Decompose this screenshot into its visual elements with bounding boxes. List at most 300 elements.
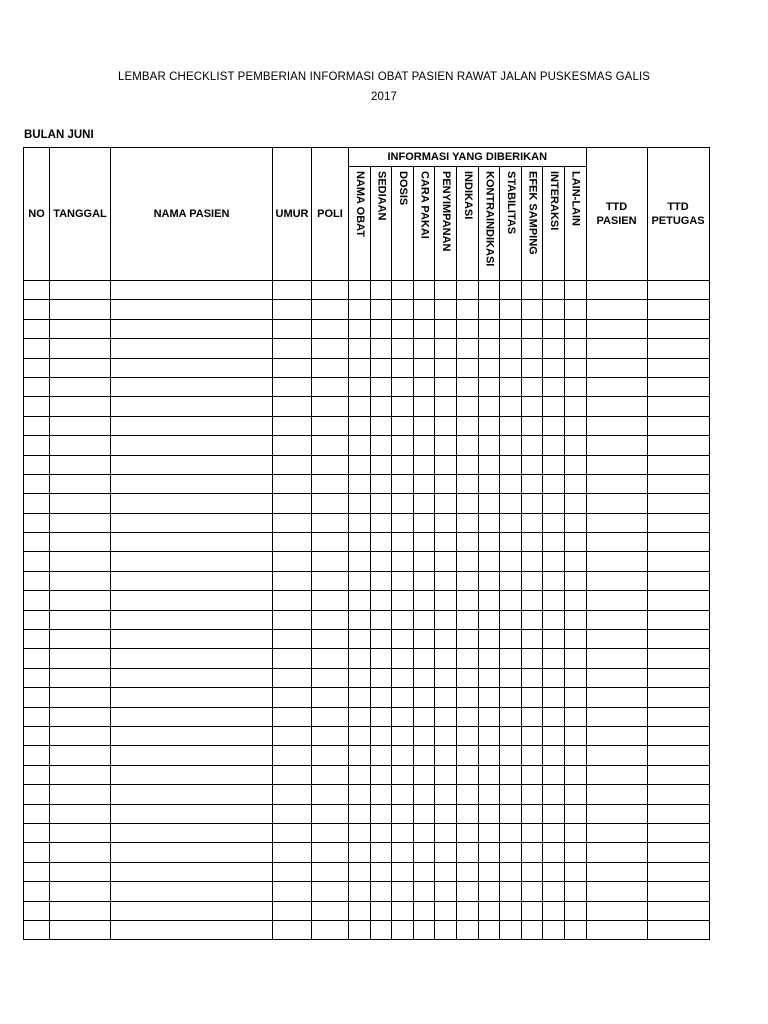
table-cell[interactable] (370, 843, 392, 862)
table-cell[interactable] (349, 358, 371, 377)
table-cell[interactable] (500, 920, 522, 939)
table-cell[interactable] (273, 804, 312, 823)
table-cell[interactable] (478, 746, 500, 765)
table-cell[interactable] (586, 494, 647, 513)
table-cell[interactable] (349, 630, 371, 649)
table-cell[interactable] (392, 571, 414, 590)
table-cell[interactable] (24, 862, 50, 881)
table-cell[interactable] (647, 804, 709, 823)
table-cell[interactable] (50, 494, 111, 513)
table-cell[interactable] (564, 300, 586, 319)
table-cell[interactable] (312, 339, 349, 358)
table-cell[interactable] (500, 358, 522, 377)
table-cell[interactable] (273, 630, 312, 649)
table-cell[interactable] (435, 358, 457, 377)
table-cell[interactable] (564, 513, 586, 532)
table-cell[interactable] (349, 416, 371, 435)
table-cell[interactable] (413, 436, 435, 455)
table-cell[interactable] (370, 688, 392, 707)
table-cell[interactable] (273, 377, 312, 396)
table-cell[interactable] (478, 358, 500, 377)
table-cell[interactable] (111, 358, 273, 377)
table-cell[interactable] (50, 726, 111, 745)
table-cell[interactable] (312, 377, 349, 396)
table-cell[interactable] (111, 610, 273, 629)
table-cell[interactable] (392, 630, 414, 649)
table-cell[interactable] (456, 785, 478, 804)
table-cell[interactable] (435, 765, 457, 784)
table-cell[interactable] (413, 668, 435, 687)
table-cell[interactable] (349, 920, 371, 939)
table-cell[interactable] (435, 843, 457, 862)
table-cell[interactable] (24, 746, 50, 765)
table-cell[interactable] (370, 765, 392, 784)
table-cell[interactable] (312, 571, 349, 590)
table-cell[interactable] (521, 281, 543, 300)
table-cell[interactable] (312, 494, 349, 513)
table-cell[interactable] (564, 882, 586, 901)
table-cell[interactable] (392, 901, 414, 920)
table-cell[interactable] (500, 416, 522, 435)
table-cell[interactable] (647, 397, 709, 416)
table-cell[interactable] (647, 377, 709, 396)
table-cell[interactable] (564, 610, 586, 629)
table-cell[interactable] (349, 823, 371, 842)
table-cell[interactable] (413, 920, 435, 939)
table-cell[interactable] (435, 823, 457, 842)
table-cell[interactable] (24, 474, 50, 493)
table-cell[interactable] (478, 649, 500, 668)
table-cell[interactable] (312, 668, 349, 687)
table-cell[interactable] (456, 746, 478, 765)
table-cell[interactable] (586, 765, 647, 784)
table-cell[interactable] (586, 281, 647, 300)
table-cell[interactable] (435, 649, 457, 668)
table-cell[interactable] (564, 591, 586, 610)
table-cell[interactable] (564, 668, 586, 687)
table-cell[interactable] (456, 688, 478, 707)
table-cell[interactable] (435, 804, 457, 823)
table-cell[interactable] (456, 591, 478, 610)
table-cell[interactable] (349, 397, 371, 416)
table-cell[interactable] (312, 552, 349, 571)
table-cell[interactable] (435, 785, 457, 804)
table-cell[interactable] (413, 494, 435, 513)
table-cell[interactable] (500, 319, 522, 338)
table-cell[interactable] (647, 358, 709, 377)
table-cell[interactable] (500, 571, 522, 590)
table-cell[interactable] (435, 552, 457, 571)
table-cell[interactable] (586, 630, 647, 649)
table-cell[interactable] (586, 397, 647, 416)
table-cell[interactable] (500, 455, 522, 474)
table-cell[interactable] (543, 416, 565, 435)
table-cell[interactable] (435, 901, 457, 920)
table-cell[interactable] (435, 436, 457, 455)
table-cell[interactable] (349, 610, 371, 629)
table-cell[interactable] (435, 610, 457, 629)
table-cell[interactable] (435, 571, 457, 590)
table-cell[interactable] (586, 882, 647, 901)
table-cell[interactable] (647, 339, 709, 358)
table-cell[interactable] (478, 882, 500, 901)
table-cell[interactable] (521, 339, 543, 358)
table-cell[interactable] (456, 339, 478, 358)
table-cell[interactable] (564, 785, 586, 804)
table-cell[interactable] (478, 785, 500, 804)
table-cell[interactable] (435, 281, 457, 300)
table-cell[interactable] (647, 436, 709, 455)
table-cell[interactable] (111, 300, 273, 319)
table-cell[interactable] (564, 649, 586, 668)
table-cell[interactable] (586, 319, 647, 338)
table-cell[interactable] (647, 281, 709, 300)
table-cell[interactable] (50, 746, 111, 765)
table-cell[interactable] (435, 882, 457, 901)
table-cell[interactable] (111, 920, 273, 939)
table-cell[interactable] (647, 901, 709, 920)
table-cell[interactable] (111, 377, 273, 396)
table-cell[interactable] (478, 726, 500, 745)
table-cell[interactable] (312, 281, 349, 300)
table-cell[interactable] (24, 591, 50, 610)
table-cell[interactable] (24, 688, 50, 707)
table-cell[interactable] (647, 630, 709, 649)
table-cell[interactable] (521, 494, 543, 513)
table-cell[interactable] (456, 455, 478, 474)
table-cell[interactable] (273, 649, 312, 668)
table-cell[interactable] (392, 610, 414, 629)
table-cell[interactable] (413, 339, 435, 358)
table-cell[interactable] (500, 882, 522, 901)
table-cell[interactable] (392, 281, 414, 300)
table-cell[interactable] (543, 862, 565, 881)
table-cell[interactable] (392, 339, 414, 358)
table-cell[interactable] (435, 688, 457, 707)
table-cell[interactable] (370, 455, 392, 474)
table-cell[interactable] (111, 726, 273, 745)
table-cell[interactable] (456, 571, 478, 590)
table-cell[interactable] (435, 668, 457, 687)
table-cell[interactable] (456, 804, 478, 823)
table-cell[interactable] (50, 571, 111, 590)
table-cell[interactable] (392, 843, 414, 862)
table-cell[interactable] (456, 920, 478, 939)
table-cell[interactable] (50, 707, 111, 726)
table-cell[interactable] (521, 610, 543, 629)
table-cell[interactable] (413, 552, 435, 571)
table-cell[interactable] (586, 358, 647, 377)
table-cell[interactable] (586, 920, 647, 939)
table-cell[interactable] (521, 455, 543, 474)
table-cell[interactable] (312, 436, 349, 455)
table-cell[interactable] (543, 901, 565, 920)
table-cell[interactable] (586, 668, 647, 687)
table-cell[interactable] (370, 397, 392, 416)
table-cell[interactable] (521, 843, 543, 862)
table-cell[interactable] (392, 591, 414, 610)
table-cell[interactable] (564, 552, 586, 571)
table-cell[interactable] (500, 300, 522, 319)
table-cell[interactable] (392, 474, 414, 493)
table-cell[interactable] (564, 358, 586, 377)
table-cell[interactable] (586, 571, 647, 590)
table-cell[interactable] (564, 281, 586, 300)
table-cell[interactable] (478, 397, 500, 416)
table-cell[interactable] (543, 804, 565, 823)
table-cell[interactable] (521, 668, 543, 687)
table-cell[interactable] (50, 823, 111, 842)
table-cell[interactable] (647, 843, 709, 862)
table-cell[interactable] (478, 901, 500, 920)
table-cell[interactable] (543, 823, 565, 842)
table-cell[interactable] (349, 804, 371, 823)
table-cell[interactable] (50, 610, 111, 629)
table-cell[interactable] (413, 688, 435, 707)
table-cell[interactable] (435, 300, 457, 319)
table-cell[interactable] (456, 513, 478, 532)
table-cell[interactable] (111, 591, 273, 610)
table-cell[interactable] (586, 726, 647, 745)
table-cell[interactable] (647, 668, 709, 687)
table-cell[interactable] (413, 397, 435, 416)
table-cell[interactable] (456, 377, 478, 396)
table-cell[interactable] (312, 533, 349, 552)
table-cell[interactable] (111, 843, 273, 862)
table-cell[interactable] (24, 707, 50, 726)
table-cell[interactable] (24, 823, 50, 842)
table-cell[interactable] (312, 300, 349, 319)
table-cell[interactable] (349, 668, 371, 687)
table-cell[interactable] (413, 901, 435, 920)
table-cell[interactable] (456, 281, 478, 300)
table-cell[interactable] (586, 513, 647, 532)
table-cell[interactable] (370, 649, 392, 668)
table-cell[interactable] (312, 688, 349, 707)
table-cell[interactable] (50, 397, 111, 416)
table-cell[interactable] (521, 397, 543, 416)
table-cell[interactable] (312, 358, 349, 377)
table-cell[interactable] (500, 823, 522, 842)
table-cell[interactable] (50, 630, 111, 649)
table-cell[interactable] (111, 823, 273, 842)
table-cell[interactable] (50, 785, 111, 804)
table-cell[interactable] (111, 688, 273, 707)
table-cell[interactable] (312, 765, 349, 784)
table-cell[interactable] (50, 591, 111, 610)
table-cell[interactable] (564, 843, 586, 862)
table-cell[interactable] (413, 416, 435, 435)
table-cell[interactable] (392, 765, 414, 784)
table-cell[interactable] (435, 707, 457, 726)
table-cell[interactable] (370, 358, 392, 377)
table-cell[interactable] (413, 300, 435, 319)
table-cell[interactable] (478, 474, 500, 493)
table-cell[interactable] (521, 901, 543, 920)
table-cell[interactable] (413, 281, 435, 300)
table-cell[interactable] (456, 397, 478, 416)
table-cell[interactable] (273, 746, 312, 765)
table-cell[interactable] (543, 746, 565, 765)
table-cell[interactable] (521, 319, 543, 338)
table-cell[interactable] (521, 533, 543, 552)
table-cell[interactable] (24, 281, 50, 300)
table-cell[interactable] (312, 319, 349, 338)
table-cell[interactable] (370, 300, 392, 319)
table-cell[interactable] (456, 300, 478, 319)
table-cell[interactable] (543, 552, 565, 571)
table-cell[interactable] (370, 377, 392, 396)
table-cell[interactable] (392, 397, 414, 416)
table-cell[interactable] (24, 552, 50, 571)
table-cell[interactable] (24, 920, 50, 939)
table-cell[interactable] (456, 533, 478, 552)
table-cell[interactable] (521, 804, 543, 823)
table-cell[interactable] (500, 533, 522, 552)
table-cell[interactable] (392, 358, 414, 377)
table-cell[interactable] (521, 688, 543, 707)
table-cell[interactable] (564, 377, 586, 396)
table-cell[interactable] (478, 436, 500, 455)
table-cell[interactable] (521, 571, 543, 590)
table-cell[interactable] (370, 630, 392, 649)
table-cell[interactable] (478, 513, 500, 532)
table-cell[interactable] (273, 785, 312, 804)
table-cell[interactable] (273, 436, 312, 455)
table-cell[interactable] (312, 591, 349, 610)
table-cell[interactable] (349, 901, 371, 920)
table-cell[interactable] (647, 571, 709, 590)
table-cell[interactable] (413, 804, 435, 823)
table-cell[interactable] (312, 474, 349, 493)
table-cell[interactable] (647, 319, 709, 338)
table-cell[interactable] (370, 513, 392, 532)
table-cell[interactable] (543, 436, 565, 455)
table-cell[interactable] (111, 416, 273, 435)
table-cell[interactable] (24, 358, 50, 377)
table-cell[interactable] (392, 882, 414, 901)
table-cell[interactable] (500, 474, 522, 493)
table-cell[interactable] (111, 281, 273, 300)
table-cell[interactable] (586, 339, 647, 358)
table-cell[interactable] (564, 804, 586, 823)
table-cell[interactable] (564, 397, 586, 416)
table-cell[interactable] (413, 610, 435, 629)
table-cell[interactable] (435, 494, 457, 513)
table-cell[interactable] (456, 823, 478, 842)
table-cell[interactable] (543, 707, 565, 726)
table-cell[interactable] (273, 319, 312, 338)
table-cell[interactable] (478, 862, 500, 881)
table-cell[interactable] (24, 416, 50, 435)
table-cell[interactable] (24, 513, 50, 532)
table-cell[interactable] (50, 765, 111, 784)
table-cell[interactable] (50, 804, 111, 823)
table-cell[interactable] (564, 823, 586, 842)
table-cell[interactable] (478, 552, 500, 571)
table-cell[interactable] (564, 533, 586, 552)
table-cell[interactable] (435, 339, 457, 358)
table-cell[interactable] (500, 397, 522, 416)
table-cell[interactable] (543, 668, 565, 687)
table-cell[interactable] (24, 397, 50, 416)
table-cell[interactable] (647, 494, 709, 513)
table-cell[interactable] (456, 358, 478, 377)
table-cell[interactable] (543, 339, 565, 358)
table-cell[interactable] (647, 882, 709, 901)
table-cell[interactable] (392, 533, 414, 552)
table-cell[interactable] (111, 707, 273, 726)
table-cell[interactable] (370, 668, 392, 687)
table-cell[interactable] (478, 843, 500, 862)
table-cell[interactable] (50, 882, 111, 901)
table-cell[interactable] (521, 436, 543, 455)
table-cell[interactable] (413, 726, 435, 745)
table-cell[interactable] (500, 630, 522, 649)
table-cell[interactable] (435, 533, 457, 552)
table-cell[interactable] (521, 707, 543, 726)
table-cell[interactable] (647, 552, 709, 571)
table-cell[interactable] (500, 591, 522, 610)
table-cell[interactable] (370, 494, 392, 513)
table-cell[interactable] (586, 591, 647, 610)
table-cell[interactable] (349, 746, 371, 765)
table-cell[interactable] (370, 319, 392, 338)
table-cell[interactable] (24, 668, 50, 687)
table-cell[interactable] (456, 882, 478, 901)
table-cell[interactable] (50, 901, 111, 920)
table-cell[interactable] (273, 707, 312, 726)
table-cell[interactable] (392, 823, 414, 842)
table-cell[interactable] (111, 533, 273, 552)
table-cell[interactable] (586, 688, 647, 707)
table-cell[interactable] (521, 726, 543, 745)
table-cell[interactable] (586, 474, 647, 493)
table-cell[interactable] (521, 746, 543, 765)
table-cell[interactable] (478, 591, 500, 610)
table-cell[interactable] (521, 377, 543, 396)
table-cell[interactable] (435, 319, 457, 338)
table-cell[interactable] (564, 474, 586, 493)
table-cell[interactable] (521, 823, 543, 842)
table-cell[interactable] (413, 843, 435, 862)
table-cell[interactable] (273, 552, 312, 571)
table-cell[interactable] (50, 688, 111, 707)
table-cell[interactable] (111, 746, 273, 765)
table-cell[interactable] (50, 533, 111, 552)
table-cell[interactable] (564, 726, 586, 745)
table-cell[interactable] (349, 455, 371, 474)
table-cell[interactable] (273, 920, 312, 939)
table-cell[interactable] (312, 610, 349, 629)
table-cell[interactable] (50, 552, 111, 571)
table-cell[interactable] (586, 455, 647, 474)
table-cell[interactable] (370, 416, 392, 435)
table-cell[interactable] (647, 688, 709, 707)
table-cell[interactable] (521, 785, 543, 804)
table-cell[interactable] (24, 843, 50, 862)
table-cell[interactable] (273, 726, 312, 745)
table-cell[interactable] (478, 339, 500, 358)
table-cell[interactable] (586, 552, 647, 571)
table-cell[interactable] (50, 436, 111, 455)
table-cell[interactable] (564, 436, 586, 455)
table-cell[interactable] (273, 358, 312, 377)
table-cell[interactable] (273, 494, 312, 513)
table-cell[interactable] (500, 513, 522, 532)
table-cell[interactable] (273, 765, 312, 784)
table-cell[interactable] (456, 901, 478, 920)
